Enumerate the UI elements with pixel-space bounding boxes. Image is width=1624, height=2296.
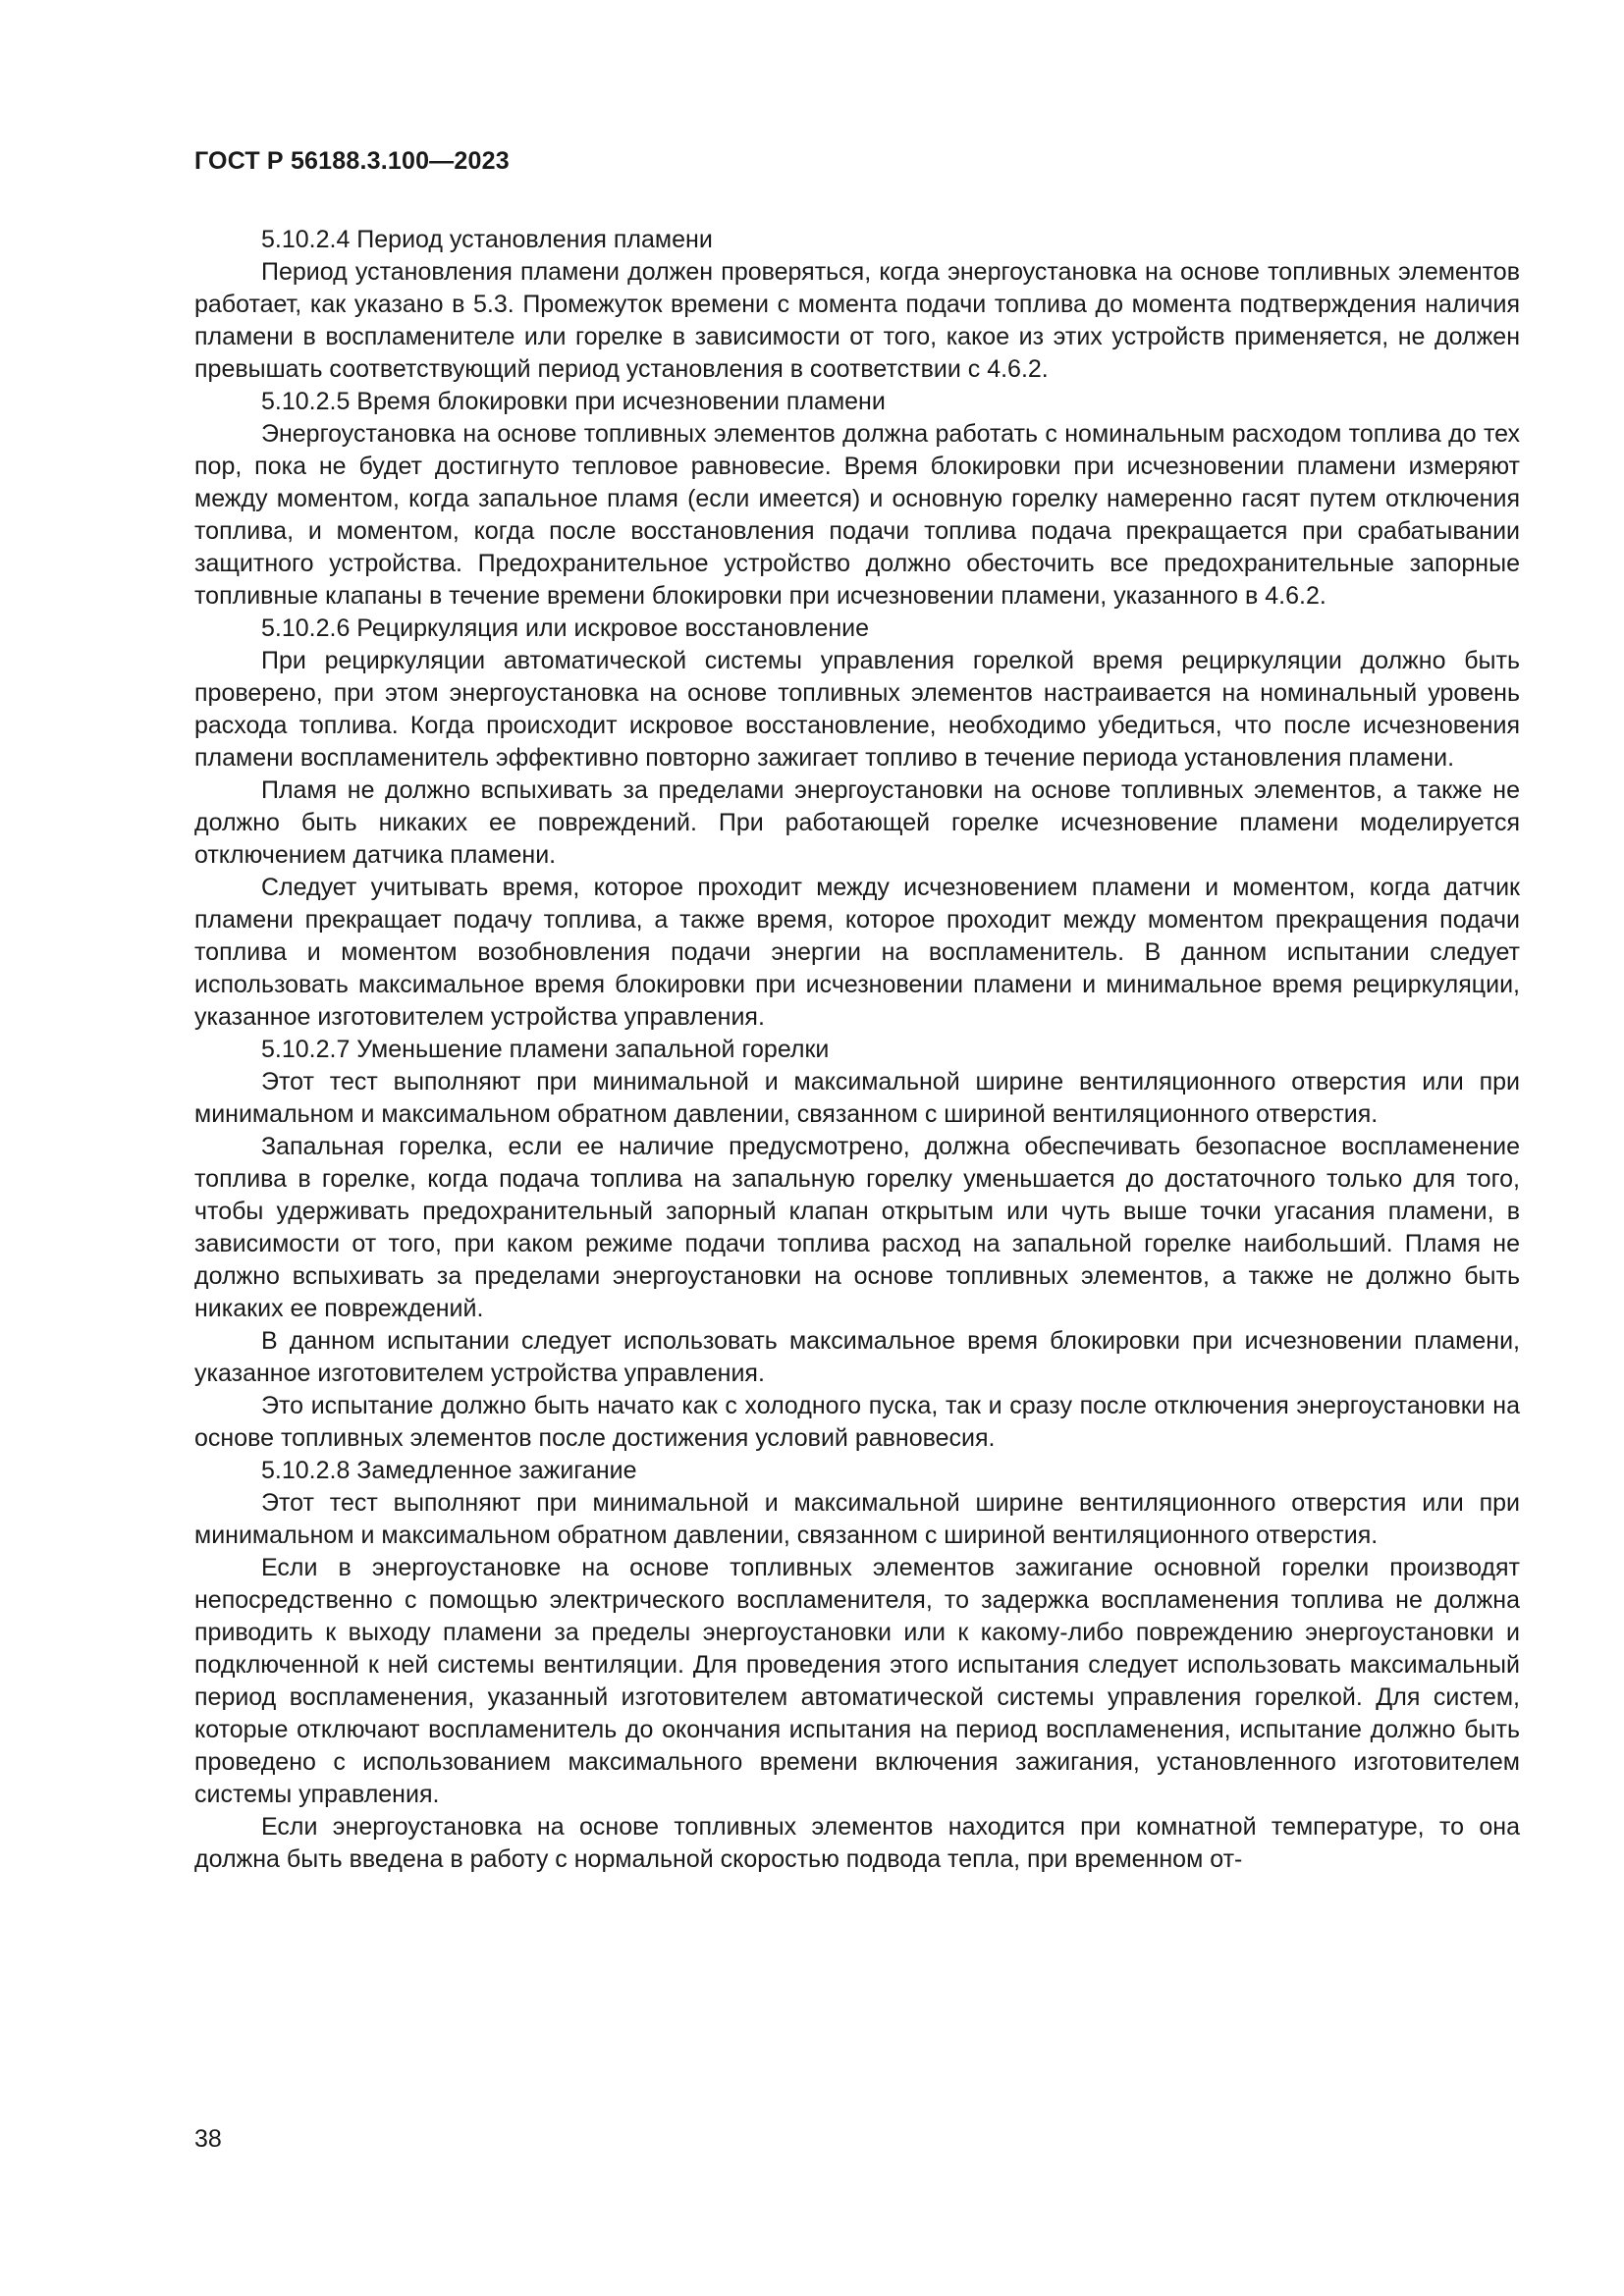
paragraph: Если в энергоустановке на основе топливных элементов зажигание основной горелки производят непосредственно с помощью электрического воспламенителя, то задержка воспламенения топлива не должна приводить к выходу пламени за пределы энергоустановки или к какому-либо повреждению энергоустановки и подключенной к ней системы вентиляции. Для проведения этого испытания следует использовать максимальный период воспламенения, указанный изготовителем автоматической системы управления горелкой. Для систем, которые отключают воспламенитель до окончания испытания на период воспламенения, испытание должно быть проведено с использованием максимального времени включения зажигания, установленного изготовителем системы управления. — [194, 1554, 1520, 1808]
paragraph: Этот тест выполняют при минимальной и максимальной ширине вентиляционного отверстия или при минимальном и максимальном обратном давлении, связанном с шириной вентиляционного отверстия. — [194, 1068, 1520, 1128]
paragraph: Следует учитывать время, которое проходит между исчезновением пламени и моментом, когда датчик пламени прекращает подачу топлива, а также время, которое проходит между моментом прекращения подачи топлива и моментом возобновления подачи энергии на воспламенитель. В данном испытании следует использовать максимальное время блокировки при исчезновении пламени и минимальное время рециркуляции, указанное изготовителем устройства управления. — [194, 874, 1520, 1031]
paragraph: Это испытание должно быть начато как с холодного пуска, так и сразу после отключения энергоустановки на основе топливных элементов после достижения условий равновесия. — [194, 1392, 1520, 1452]
section-heading: 5.10.2.4 Период установления пламени — [261, 226, 713, 253]
section-heading: 5.10.2.5 Время блокировки при исчезновении пламени — [261, 388, 886, 415]
section-heading: 5.10.2.8 Замедленное зажигание — [261, 1457, 637, 1484]
standard-code-header: ГОСТ Р 56188.3.100—2023 — [194, 147, 510, 175]
paragraph: Период установления пламени должен проверяться, когда энергоустановка на основе топливных элементов работает, как указано в 5.3. Промежуток времени с момента подачи топлива до момента подтверждения наличия пламени в воспламенителе или горелке в зависимости от того, какое из этих устройств применяется, не должен превышать соответствующий период установления в соответствии с 4.6.2. — [194, 258, 1520, 383]
paragraph: Если энергоустановка на основе топливных элементов находится при комнатной температуре, то она должна быть введена в работу с нормальной скоростью подвода тепла, при временном от- — [194, 1813, 1520, 1873]
section-heading: 5.10.2.6 Рециркуляция или искровое восстановление — [261, 614, 870, 642]
section-heading: 5.10.2.7 Уменьшение пламени запальной горелки — [261, 1036, 830, 1063]
paragraph: Этот тест выполняют при минимальной и максимальной ширине вентиляционного отверстия или при минимальном и максимальном обратном давлении, связанном с шириной вентиляционного отверстия. — [194, 1489, 1520, 1549]
paragraph: В данном испытании следует использовать максимальное время блокировки при исчезновении пламени, указанное изготовителем устройства управления. — [194, 1327, 1520, 1387]
paragraph: Энергоустановка на основе топливных элементов должна работать с номинальным расходом топлива до тех пор, пока не будет достигнуто тепловое равновесие. Время блокировки при исчезновении пламени измеряют между моментом, когда запальное пламя (если имеется) и основную горелку намеренно гасят путем отключения топлива, и моментом, когда после восстановления подачи топлива подача прекращается при срабатывании защитного устройства. Предохранительное устройство должно обесточить все предохранительные запорные топливные клапаны в течение времени блокировки при исчезновении пламени, указанного в 4.6.2. — [194, 420, 1520, 610]
paragraph: При рециркуляции автоматической системы управления горелкой время рециркуляции должно быть проверено, при этом энергоустановка на основе топливных элементов настраивается на номинальный уровень расхода топлива. Когда происходит искровое восстановление, необходимо убедиться, что после исчезновения пламени воспламенитель эффективно повторно зажигает топливо в течение периода установления пламени. — [194, 647, 1520, 772]
paragraph: Пламя не должно вспыхивать за пределами энергоустановки на основе топливных элементов, а также не должно быть никаких ее повреждений. При работающей горелке исчезновение пламени моделируется отключением датчика пламени. — [194, 776, 1520, 869]
paragraph: Запальная горелка, если ее наличие предусмотрено, должна обеспечивать безопасное воспламенение топлива в горелке, когда подача топлива на запальную горелку уменьшается до достаточного только для того, чтобы удерживать предохранительный запорный клапан открытым или чуть выше точки угасания пламени, в зависимости от того, при каком режиме подачи топлива расход на запальной горелке наибольший. Пламя не должно вспыхивать за пределами энергоустановки на основе топливных элементов, а также не должно быть никаких ее повреждений. — [194, 1133, 1520, 1322]
document-body — [194, 224, 1520, 1876]
page-number: 38 — [194, 2125, 222, 2153]
